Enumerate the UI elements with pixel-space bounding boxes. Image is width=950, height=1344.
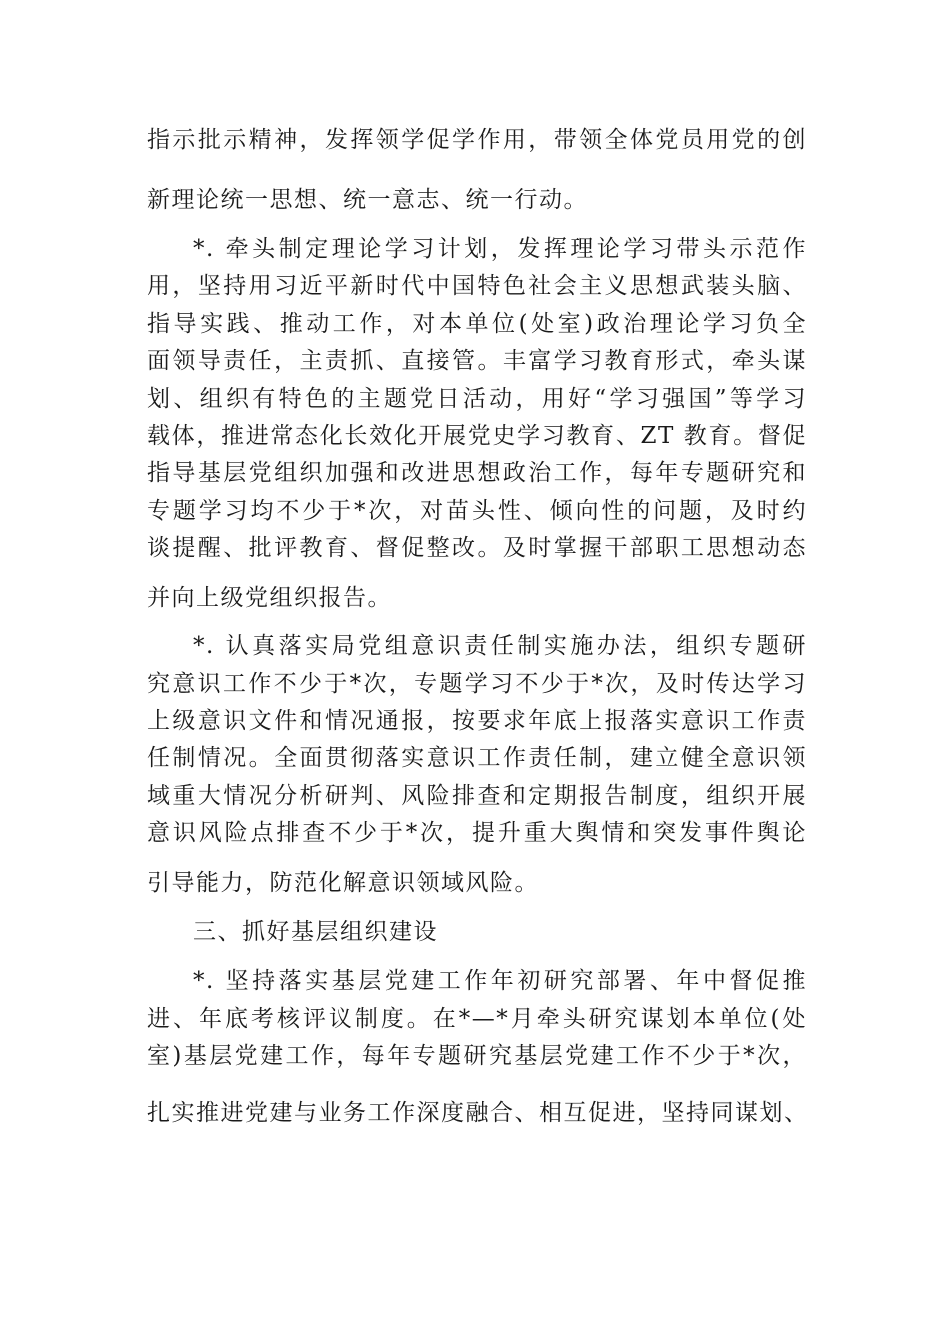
text-line: 室)基层党建工作，每年专题研究基层党建工作不少于*次， (147, 1043, 807, 1069)
text-line: 载体，推进常态化长效化开展党史学习教育、ZT 教育。督促 (147, 423, 807, 449)
paragraph-start-line: *. 认真落实局党组意识责任制实施办法，组织专题研 (193, 633, 807, 659)
text-line: 扎实推进党建与业务工作深度融合、相互促进，坚持同谋划、 (147, 1100, 809, 1126)
text-line: 上级意识文件和情况通报，按要求年底上报落实意识工作责 (147, 708, 807, 734)
paragraph-start-line: *. 坚持落实基层党建工作年初研究部署、年中督促推 (193, 968, 807, 994)
text-line: 域重大情况分析研判、风险排查和定期报告制度，组织开展 (147, 783, 807, 809)
text-line: 划、组织有特色的主题党日活动，用好“学习强国”等学习 (147, 386, 807, 412)
text-line: 指导基层党组织加强和改进思想政治工作，每年专题研究和 (147, 460, 807, 486)
text-line: 专题学习均不少于*次，对苗头性、倾向性的问题，及时约 (147, 498, 807, 524)
paragraph-start-line: *. 牵头制定理论学习计划，发挥理论学习带头示范作 (193, 236, 807, 262)
text-line: 任制情况。全面贯彻落实意识工作责任制，建立健全意识领 (147, 745, 807, 771)
text-line: 究意识工作不少于*次，专题学习不少于*次，及时传达学习 (147, 671, 807, 697)
text-line: 面领导责任，主责抓、直接管。丰富学习教育形式，牵头谋 (147, 348, 807, 374)
section-heading: 三、抓好基层组织建设 (193, 919, 438, 945)
text-line: 指导实践、推动工作，对本单位(处室)政治理论学习负全 (147, 311, 807, 337)
text-line: 用，坚持用习近平新时代中国特色社会主义思想武装头脑、 (147, 273, 807, 299)
text-line: 谈提醒、批评教育、督促整改。及时掌握干部职工思想动态 (147, 535, 807, 561)
text-line: 并向上级党组织报告。 (147, 585, 392, 611)
text-line: 引导能力，防范化解意识领域风险。 (147, 870, 539, 896)
text-line: 意识风险点排查不少于*次，提升重大舆情和突发事件舆论 (147, 820, 807, 846)
text-line: 进、年底考核评议制度。在*—*月牵头研究谋划本单位(处 (147, 1006, 807, 1032)
text-line: 指示批示精神，发挥领学促学作用，带领全体党员用党的创 (147, 127, 807, 153)
text-line: 新理论统一思想、统一意志、统一行动。 (147, 187, 588, 213)
